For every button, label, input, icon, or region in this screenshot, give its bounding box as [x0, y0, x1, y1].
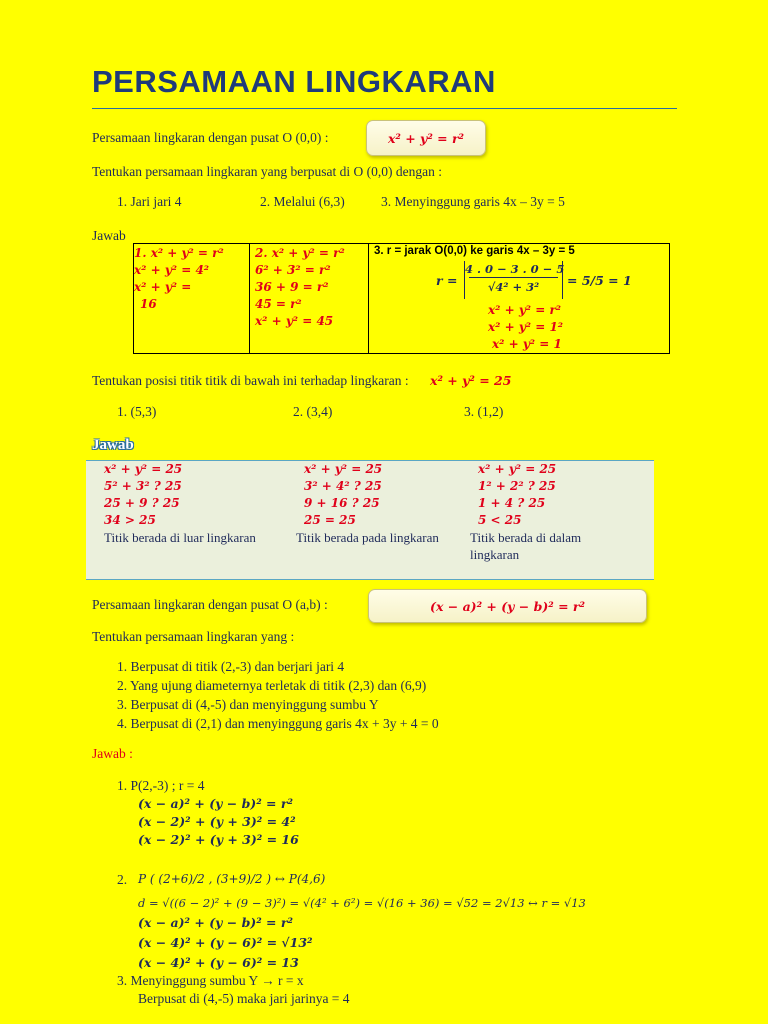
panel-col2-caption: Titik berada pada lingkaran	[296, 530, 439, 545]
table1-col3-r: r =	[436, 273, 458, 288]
answer-table-1	[133, 243, 670, 354]
jawab3-label: Jawab :	[92, 746, 133, 761]
panel-col1-line4: 34 > 25	[104, 513, 156, 527]
intro2-formula: (x − a)² + (y − b)² = r²	[430, 598, 585, 614]
intro1-text: Persamaan lingkaran dengan pusat O (0,0) :	[92, 130, 329, 145]
table1-col3-line3: x² + y² = 1	[492, 337, 562, 351]
solution2-distance: d = √((6 − 2)² + (9 − 3)²) = √(4² + 6²) = √(16 + 36) = √52 = 2√13 ↔ r = √13	[138, 896, 586, 910]
table1-col3-header: 3. r = jarak O(0,0) ke garis 4x – 3y = 5	[374, 245, 575, 257]
solution2-line2: (x − 4)² + (y − 6)² = √13²	[138, 935, 313, 950]
panel-col2	[304, 461, 382, 529]
panel-col1	[104, 461, 182, 529]
table1-col3-line2: x² + y² = 1²	[488, 320, 564, 334]
page-title: PERSAMAAN LINGKARAN	[92, 64, 496, 99]
question3-item2: 2. Yang ujung diameternya terletak di titik (2,3) dan (6,9)	[117, 678, 427, 693]
intro1-formula: x² + y² = r²	[387, 130, 465, 146]
solution2-head: 2.	[117, 872, 128, 887]
panel-col1-line3: 25 + 9 ? 25	[104, 496, 180, 510]
solution1-head: 1. P(2,-3) ; r = 4	[117, 778, 205, 793]
solution3-head: 3. Menyinggung sumbu Y → r = x	[117, 973, 304, 988]
panel-col3-caption: Titik berada di dalam lingkaran	[470, 530, 582, 562]
panel-col2-line2: 3² + 4² ? 25	[304, 479, 382, 493]
question2-formula: x² + y² = 25	[430, 373, 512, 388]
solution2-midpoint: P ( (2+6)/2 , (3+9)/2 ) ↔ P(4,6)	[138, 872, 326, 886]
panel-col3-line2: 1² + 2² ? 25	[478, 479, 556, 493]
table1-divider-2	[368, 244, 369, 353]
table1-col1-line4: 16	[140, 297, 157, 311]
table1-col3-numerator: 4 . 0 − 3 . 0 − 5	[465, 262, 565, 276]
jawab2-label: Jawab	[92, 437, 134, 453]
intro1-formula-box	[366, 120, 486, 156]
question3-item4: 4. Berpusat di (2,1) dan menyinggung garis 4x + 3y + 4 = 0	[117, 716, 439, 731]
table1-col1-line2: x² + y² = 4²	[134, 263, 210, 277]
intro2-text: Persamaan lingkaran dengan pusat O (a,b) :	[92, 597, 328, 612]
intro2-formula-box	[368, 589, 647, 623]
answer-panel-2	[86, 460, 654, 580]
panel-col2-line3: 9 + 16 ? 25	[304, 496, 380, 510]
table1-divider-1	[249, 244, 250, 353]
solution1-lines	[138, 795, 299, 849]
table1-col3-denominator: √4² + 3²	[487, 280, 540, 294]
table1-col2-line1: 2. x² + y² = r²	[255, 246, 345, 260]
table1-col3-result: = 5/5 = 1	[567, 273, 632, 288]
question2-item2: 2. (3,4)	[293, 404, 333, 419]
table1-col2-line3: 36 + 9 = r²	[255, 280, 329, 294]
jawab1-label: Jawab	[92, 228, 126, 243]
solution1-line2: (x − 2)² + (y + 3)² = 4²	[138, 814, 296, 829]
panel-col3	[478, 461, 556, 529]
question1-text: Tentukan persamaan lingkaran yang berpusat di O (0,0) dengan :	[92, 164, 442, 179]
panel-col3-line1: x² + y² = 25	[478, 462, 557, 476]
panel-col2-line1: x² + y² = 25	[304, 462, 383, 476]
panel-col1-line2: 5² + 3² ? 25	[104, 479, 182, 493]
panel-col1-caption: Titik berada di luar lingkaran	[104, 530, 256, 545]
question3-item3: 3. Berpusat di (4,-5) dan menyinggung sumbu Y	[117, 697, 379, 712]
table1-col3-line1: x² + y² = r²	[488, 303, 562, 317]
table1-col2-line4: 45 = r²	[255, 297, 302, 311]
solution3-line: Berpusat di (4,-5) maka jari jarinya = 4	[138, 991, 350, 1006]
table1-col1-line1: 1. x² + y² = r²	[134, 246, 224, 260]
question2-item3: 3. (1,2)	[464, 404, 504, 419]
question3-item1: 1. Berpusat di titik (2,-3) dan berjari jari 4	[117, 659, 345, 674]
question2-text: Tentukan posisi titik titik di bawah ini terhadap lingkaran :	[92, 373, 409, 388]
table1-col3-abs	[464, 261, 563, 299]
question1-item1: 1. Jari jari 4	[117, 194, 182, 209]
panel-col3-line4: 5 < 25	[478, 513, 522, 527]
table1-col2-line5: x² + y² = 45	[255, 314, 334, 328]
question3-list	[117, 657, 439, 733]
panel-col2-line4: 25 = 25	[304, 513, 356, 527]
solution1-line1: (x − a)² + (y − b)² = r²	[138, 796, 293, 811]
solution1-line3: (x − 2)² + (y + 3)² = 16	[138, 832, 299, 847]
table1-col2-line2: 6² + 3² = r²	[255, 263, 331, 277]
question1-item3: 3. Menyinggung garis 4x – 3y = 5	[381, 194, 565, 209]
solution2-line3: (x − 4)² + (y − 6)² = 13	[138, 955, 299, 970]
question2-item1: 1. (5,3)	[117, 404, 157, 419]
question1-item2: 2. Melalui (6,3)	[260, 194, 345, 209]
panel-col1-line1: x² + y² = 25	[104, 462, 183, 476]
question3-text: Tentukan persamaan lingkaran yang :	[92, 629, 295, 644]
panel-col3-line3: 1 + 4 ? 25	[478, 496, 546, 510]
title-divider	[92, 108, 677, 109]
table1-col1-line3: x² + y² =	[134, 280, 192, 294]
solution2-line1: (x − a)² + (y − b)² = r²	[138, 915, 293, 930]
solution2-lines	[138, 913, 313, 973]
